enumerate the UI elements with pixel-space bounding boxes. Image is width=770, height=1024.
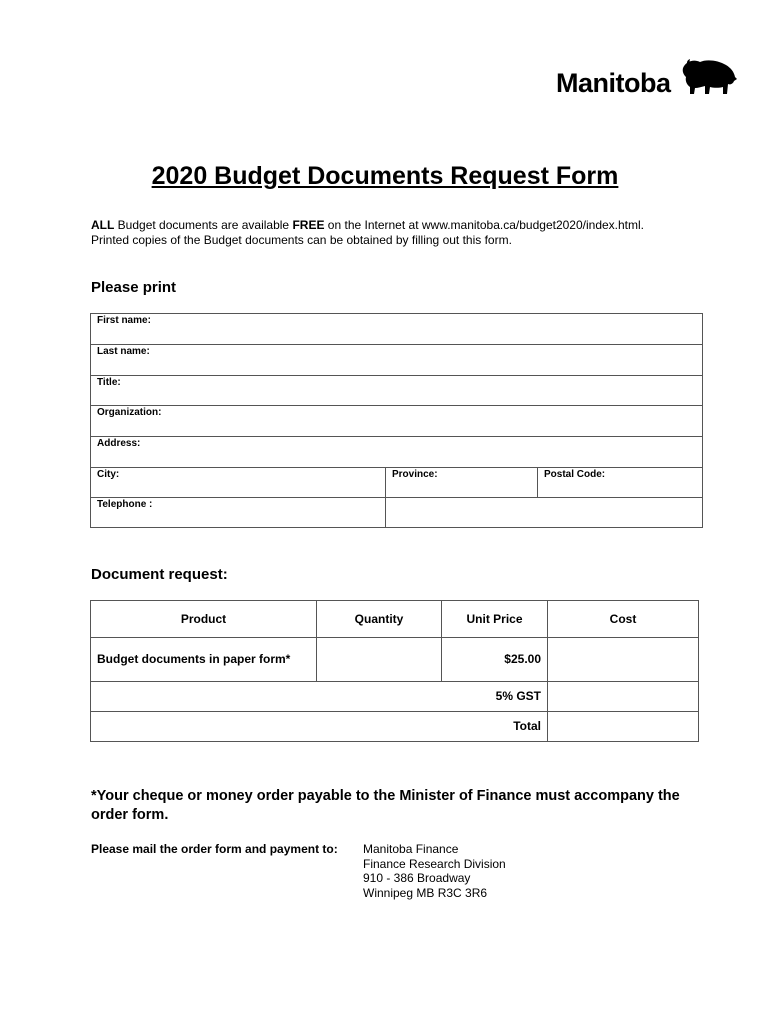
location-row	[91, 468, 702, 498]
title-field[interactable]	[91, 376, 702, 406]
total-input[interactable]	[548, 711, 699, 741]
manitoba-logo	[556, 58, 738, 98]
telephone-row	[91, 498, 702, 527]
intro-text-a: Budget documents are available	[114, 218, 293, 232]
address-field[interactable]	[91, 437, 702, 468]
last-name-field[interactable]	[91, 345, 702, 376]
intro-free: FREE	[292, 218, 325, 232]
telephone-label: Telephone :	[97, 499, 153, 510]
gst-label: 5% GST	[91, 681, 548, 711]
telephone-extra-field[interactable]	[385, 498, 702, 527]
cost-input[interactable]	[548, 638, 699, 681]
table-header-row	[91, 601, 699, 638]
product-name: Budget documents in paper form*	[91, 638, 317, 681]
page-title: 2020 Budget Documents Request Form	[151, 162, 619, 190]
payment-note: *Your cheque or money order payable to the Minister of Finance must accompany the order form.	[91, 788, 680, 823]
intro-line-2: Printed copies of the Budget documents can be obtained by filling out this form.	[91, 233, 512, 247]
header-quantity: Quantity	[317, 601, 442, 638]
intro-all: ALL	[91, 218, 115, 232]
address-label: Address:	[97, 438, 141, 449]
mailing-address	[363, 842, 506, 900]
gst-row	[91, 681, 699, 711]
organization-field[interactable]	[91, 406, 702, 437]
address-line: Finance Research Division	[363, 856, 506, 871]
mail-label: Please mail the order form and payment to:	[91, 842, 338, 856]
province-field[interactable]	[385, 468, 537, 497]
city-label: City:	[97, 469, 120, 480]
header-unit-price: Unit Price	[442, 601, 548, 638]
intro-text	[91, 218, 731, 248]
address-line: Winnipeg MB R3C 3R6	[363, 885, 488, 900]
header-product: Product	[91, 601, 317, 638]
product-table	[90, 600, 699, 742]
telephone-field[interactable]	[91, 498, 385, 527]
total-label: Total	[91, 711, 548, 741]
unit-price-value: $25.00	[442, 638, 548, 681]
title-label: Title:	[97, 377, 121, 388]
contact-form	[90, 313, 703, 528]
first-name-label: First name:	[97, 315, 151, 326]
postal-code-label: Postal Code:	[544, 469, 606, 480]
bison-icon	[680, 58, 738, 98]
postal-code-field[interactable]	[537, 468, 702, 497]
gst-input[interactable]	[548, 681, 699, 711]
table-row	[91, 638, 699, 681]
address-line: Manitoba Finance	[363, 842, 459, 856]
logo-wordmark: Manitoba	[556, 68, 671, 98]
province-label: Province:	[392, 469, 438, 480]
address-line: 910 - 386 Broadway	[363, 871, 471, 885]
document-request-heading: Document request:	[91, 566, 228, 583]
quantity-input[interactable]	[317, 638, 442, 681]
header-cost: Cost	[548, 601, 699, 638]
please-print-heading: Please print	[91, 279, 177, 296]
city-field[interactable]	[91, 468, 385, 497]
last-name-label: Last name:	[97, 346, 150, 357]
organization-label: Organization:	[97, 407, 162, 418]
total-row	[91, 711, 699, 741]
intro-line-1	[91, 218, 731, 233]
intro-text-b: on the Internet at www.manitoba.ca/budget2020/index.html.	[324, 218, 645, 232]
first-name-field[interactable]	[91, 314, 702, 345]
